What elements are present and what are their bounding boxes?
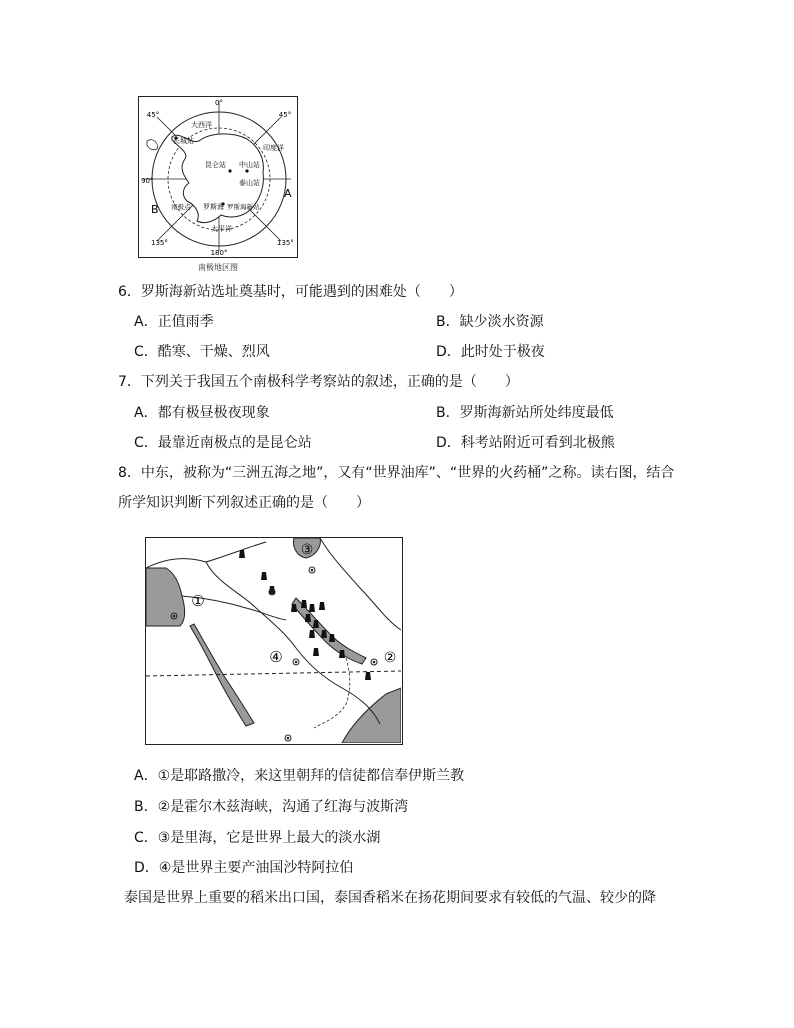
marker-a: A [284,187,292,200]
pacific-label: 太平洋 [211,225,232,233]
q7-option-b[interactable]: B．罗斯海新站所处纬度最低 [436,405,614,421]
q7-option-a[interactable]: A．都有极昼极夜现象 [134,405,270,421]
lon-sw135-label: 135° [151,239,168,247]
taishan-label: 泰山站 [239,179,260,187]
kunlun-dot [228,169,231,172]
indian-label: 印度洋 [263,144,284,152]
middle-east-map [145,537,403,745]
map2-label-3: ③ [300,542,314,558]
question-8-line2: 所学知识判断下列叙述正确的是（ ） [118,495,370,511]
south-america-tip [147,140,157,150]
ross-sea-label: 罗斯海 [203,203,224,211]
question-number: 6． [118,284,141,300]
dashed-border [314,658,350,728]
question-7 [118,372,519,392]
kunlun-label: 昆仑站 [205,161,226,169]
iran-border [320,538,401,630]
q8-option-a[interactable]: A．①是耶路撒冷，来这里朝拜的信徒都信奉伊斯兰教 [134,768,465,784]
marker-b: B [151,203,159,216]
q7-option-c[interactable]: C．最靠近南极点的是昆仑站 [134,435,312,451]
question-number: 8． [118,465,141,481]
arabian-sea [342,688,401,743]
question-number: 7． [118,374,141,390]
lon-se135-label: 135° [277,239,294,247]
question-6 [118,282,463,302]
footer-paragraph: 泰国是世界上重要的稻米出口国，泰国香稻米在扬花期间要求有较低的气温、较少的降 [124,890,656,906]
map2-label-2: ② [383,650,397,666]
lon-ne45-label: 45° [278,111,292,119]
northern-border [146,542,266,568]
map2-label-1: ① [191,592,205,610]
q6-option-d[interactable]: D．此时处于极夜 [436,344,545,360]
question-text: 下列关于我国五个南极科学考察站的叙述，正确的是（ ） [140,374,519,390]
mediterranean-sea [146,568,185,626]
q6-option-b[interactable]: B．缺少淡水资源 [436,314,544,330]
map2-label-4: ④ [269,648,283,666]
question-text: 罗斯海新站选址奠基时，可能遇到的困难处（ ） [140,284,463,300]
q7-option-d[interactable]: D．科考站附近可看到北极熊 [436,435,615,451]
middle-east-map-svg [146,538,401,743]
q8-option-d[interactable]: D．④是世界主要产油国沙特阿拉伯 [134,860,354,876]
q8-option-c[interactable]: C．③是里海，它是世界上最大的淡水湖 [134,830,381,846]
changcheng-label: 长城站 [173,137,194,145]
question-text: 中东，被称为“三洲五海之地”，又有“世界油库”、“世界的火药桶”之称。读右图，结合 [140,465,675,481]
lon-nw45-label: 45° [146,111,160,119]
rossnew-label: 罗斯海新站 [227,203,260,211]
south-pole-label: 南极点 [171,203,191,211]
lon-180-label: 180° [210,249,228,256]
antarctica-map-svg [139,97,296,256]
lon-90-label: 90° [141,177,154,185]
q6-option-c[interactable]: C．酷寒、干燥、烈风 [134,344,270,360]
antarctica-map [138,96,298,258]
red-sea [190,624,254,726]
zhongshan-label: 中山站 [239,161,260,169]
lon-0-label: 0° [215,99,223,107]
atlantic-label: 大西洋 [191,121,212,129]
q6-option-a[interactable]: A．正值雨季 [134,314,214,330]
q8-option-b[interactable]: B．②是霍尔木兹海峡，沟通了红海与波斯湾 [134,799,409,815]
question-8-line1 [118,463,674,483]
map1-caption: 南极地区图 [198,263,238,272]
tropic-of-cancer [146,671,401,676]
zhongshan-dot [245,169,248,172]
